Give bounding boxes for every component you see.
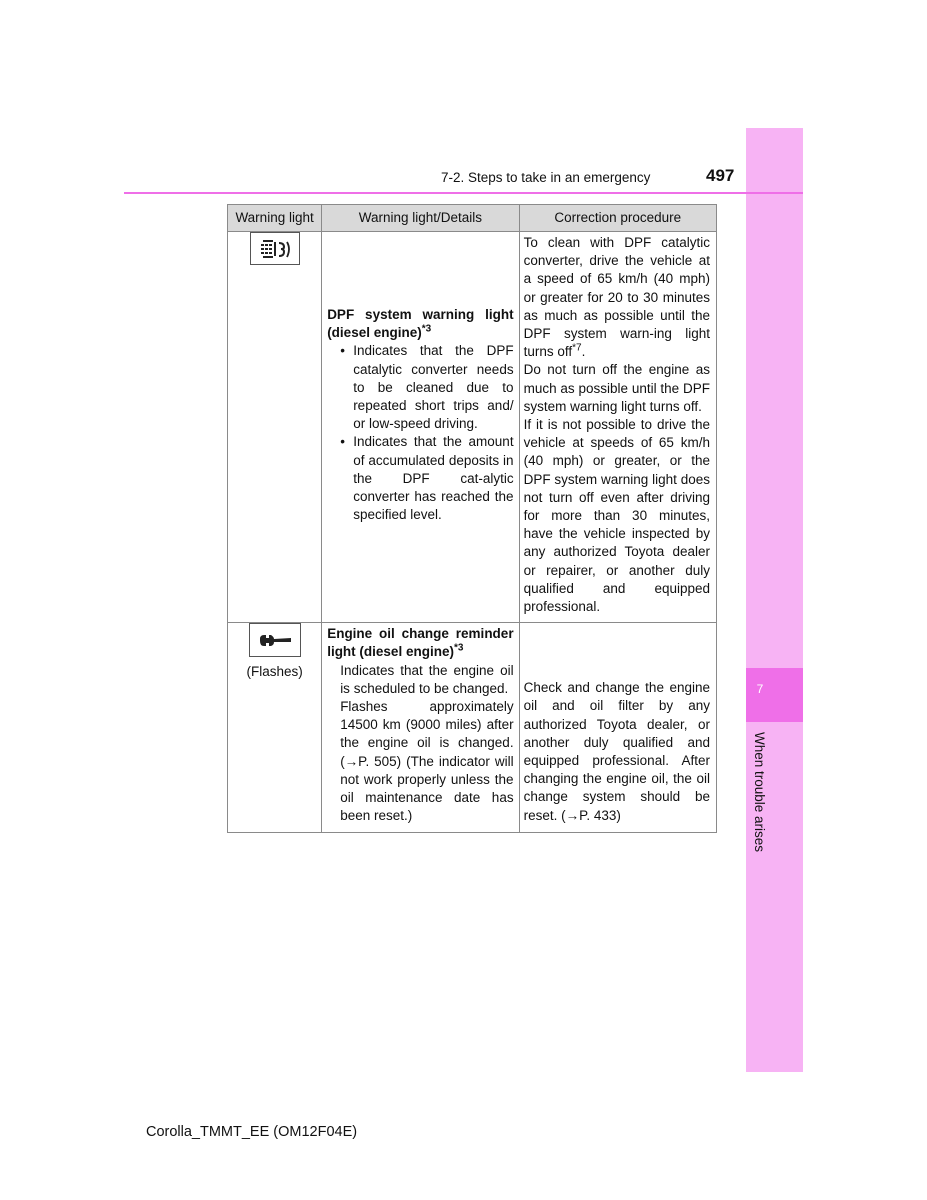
section-title: 7-2. Steps to take in an emergency: [441, 170, 651, 185]
correction-paragraph: To clean with DPF catalytic converter, drive the vehicle at a speed of 65 km/h (40 mph) or greater for 20 to 30 minutes as much as possible until the DPF system warn-ing light turns off$^{*7}$.: [523, 235, 710, 360]
chapter-number: 7: [756, 682, 764, 696]
details-bullet: • Indicates that the amount of accumulated deposits in the DPF cat-alytic converter has reached the specified level.: [327, 433, 513, 524]
details-title: DPF system warning light (diesel engine)$^{*3}$: [327, 307, 514, 341]
details-paragraph: Indicates that the engine oil is scheduled to be changed.: [340, 662, 514, 696]
details-title: Engine oil change reminder light (diesel engine)$^{*3}$: [327, 626, 514, 660]
header-correction: Correction procedure: [519, 205, 716, 232]
details-cell: [322, 232, 519, 623]
header-warning-light: Warning light: [228, 205, 322, 232]
correction-cell: [519, 232, 716, 623]
dpf-warning-icon: [250, 232, 300, 265]
document-id: Corolla_TMMT_EE (OM12F04E): [146, 1124, 358, 1140]
warning-light-cell: [228, 232, 322, 623]
wrench-icon: [249, 623, 301, 657]
header-details: Warning light/Details: [322, 205, 519, 232]
correction-cell: [519, 623, 716, 832]
correction-paragraph: If it is not possible to drive the vehicle at speeds of 65 km/h (40 mph) or greater, or the DPF system warning light does not turn off even after driving for more than 30 minutes, have the vehicle inspected by any authorized Toyota dealer or repairer, or another duly qualified and equipped professional.: [523, 417, 710, 615]
chapter-side-tab: [746, 128, 803, 1072]
correction-paragraph: Check and change the engine oil and oil filter by any authorized Toyota dealer, or another duly qualified and equipped professional. After changing the engine oil, the oil change system should be reset. (→P. 433): [523, 680, 710, 823]
flashes-caption: (Flashes): [246, 664, 303, 680]
chapter-label: When trouble arises: [752, 732, 767, 853]
header-rule: [124, 192, 803, 194]
table-row: [228, 623, 717, 832]
correction-paragraph: Do not turn off the engine as much as possible until the DPF system warning light turns off.: [523, 362, 710, 414]
table-header-row: [228, 205, 717, 232]
page-number: 497: [706, 166, 735, 185]
table-row: [228, 232, 717, 623]
details-cell: [322, 623, 519, 832]
details-paragraph: Flashes approximately 14500 km (9000 miles) after the engine oil is changed. (→P. 505) (The indicator will not work properly unless the oil maintenance date has been reset.): [340, 699, 514, 824]
details-bullet: • Indicates that the DPF catalytic converter needs to be cleaned due to repeated short trips and/ or low-speed driving.: [327, 342, 513, 433]
warning-light-cell: [228, 623, 322, 832]
warning-light-table: [227, 204, 717, 833]
